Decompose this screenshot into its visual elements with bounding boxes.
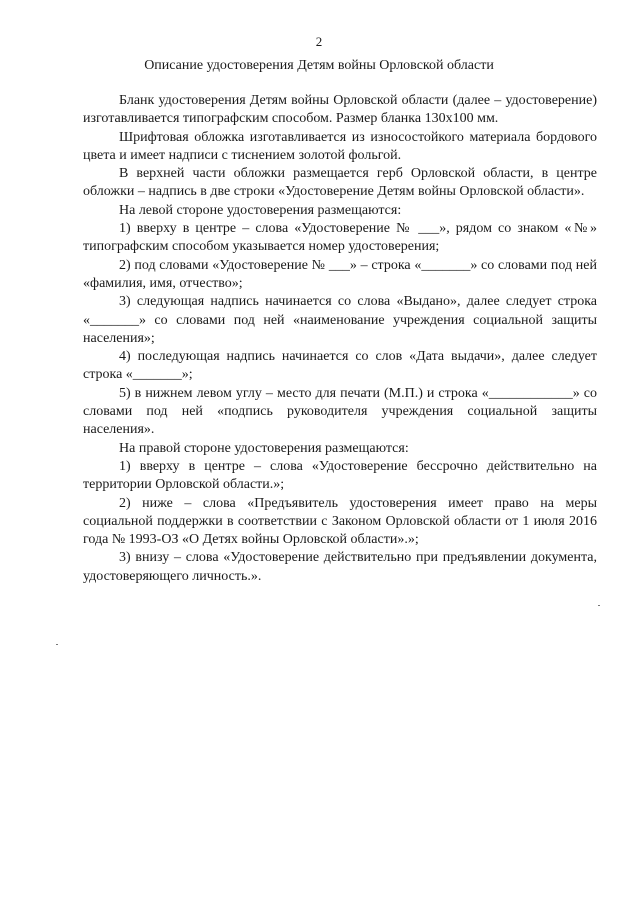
- left-side-item-5: 5) в нижнем левом углу – место для печати (М.П.) и строка «____________» со словами под ней «подпись руководителя учреждения социальной защиты населения».: [83, 385, 597, 438]
- left-side-item-2: 2) под словами «Удостоверение № ___» – строка «_______» со словами под ней «фамилия, имя, отчество»;: [83, 257, 597, 291]
- paragraph-left-side-heading: На левой стороне удостоверения размещаются:: [119, 202, 402, 218]
- scan-speck: [56, 644, 58, 645]
- scan-speck: [598, 605, 600, 606]
- paragraph-cover-material: Шрифтовая обложка изготавливается из износостойкого материала бордового цвета и имеет надписи с тиснением золотой фольгой.: [83, 129, 597, 163]
- document-body: [83, 92, 597, 586]
- right-side-item-1: 1) вверху в центре – слова «Удостоверение бессрочно действительно на территории Орловской области.»;: [83, 458, 597, 493]
- right-side-item-3: 3) внизу – слова «Удостоверение действительно при предъявлении документа, удостоверяющего личность.».: [83, 550, 597, 584]
- right-side-item-2: 2) ниже – слова «Предъявитель удостоверения имеет право на меры социальной поддержки в соответствии с Законом Орловской области от 1 июля 2016 года № 1993-ОЗ «О Детях войны Орловской области».»;: [83, 495, 597, 548]
- left-side-item-1: 1) вверху в центре – слова «Удостоверение № ___», рядом со знаком «№» типографским способом указывается номер удостоверения;: [83, 221, 597, 255]
- left-side-item-3: 3) следующая надпись начинается со слова «Выдано», далее следует строка «_______» со словами под ней «наименование учреждения социальной защиты населения»;: [83, 294, 597, 346]
- left-side-item-4: 4) последующая надпись начинается со слов «Дата выдачи», далее следует строка «_______»;: [83, 349, 597, 383]
- page-number: 2: [315, 34, 323, 49]
- paragraph-right-side-heading: На правой стороне удостоверения размещаются:: [119, 440, 409, 456]
- paragraph-cover-layout: В верхней части обложки размещается герб Орловской области, в центре обложки – надпись в две строки «Удостоверение Детям войны Орловской области».: [83, 166, 597, 200]
- paragraph-blank-description: Бланк удостоверения Детям войны Орловской области (далее – удостоверение) изготавливается типографским способом. Размер бланка 130х100 мм.: [83, 93, 597, 127]
- document-title: Описание удостоверения Детям войны Орловской области: [144, 58, 494, 73]
